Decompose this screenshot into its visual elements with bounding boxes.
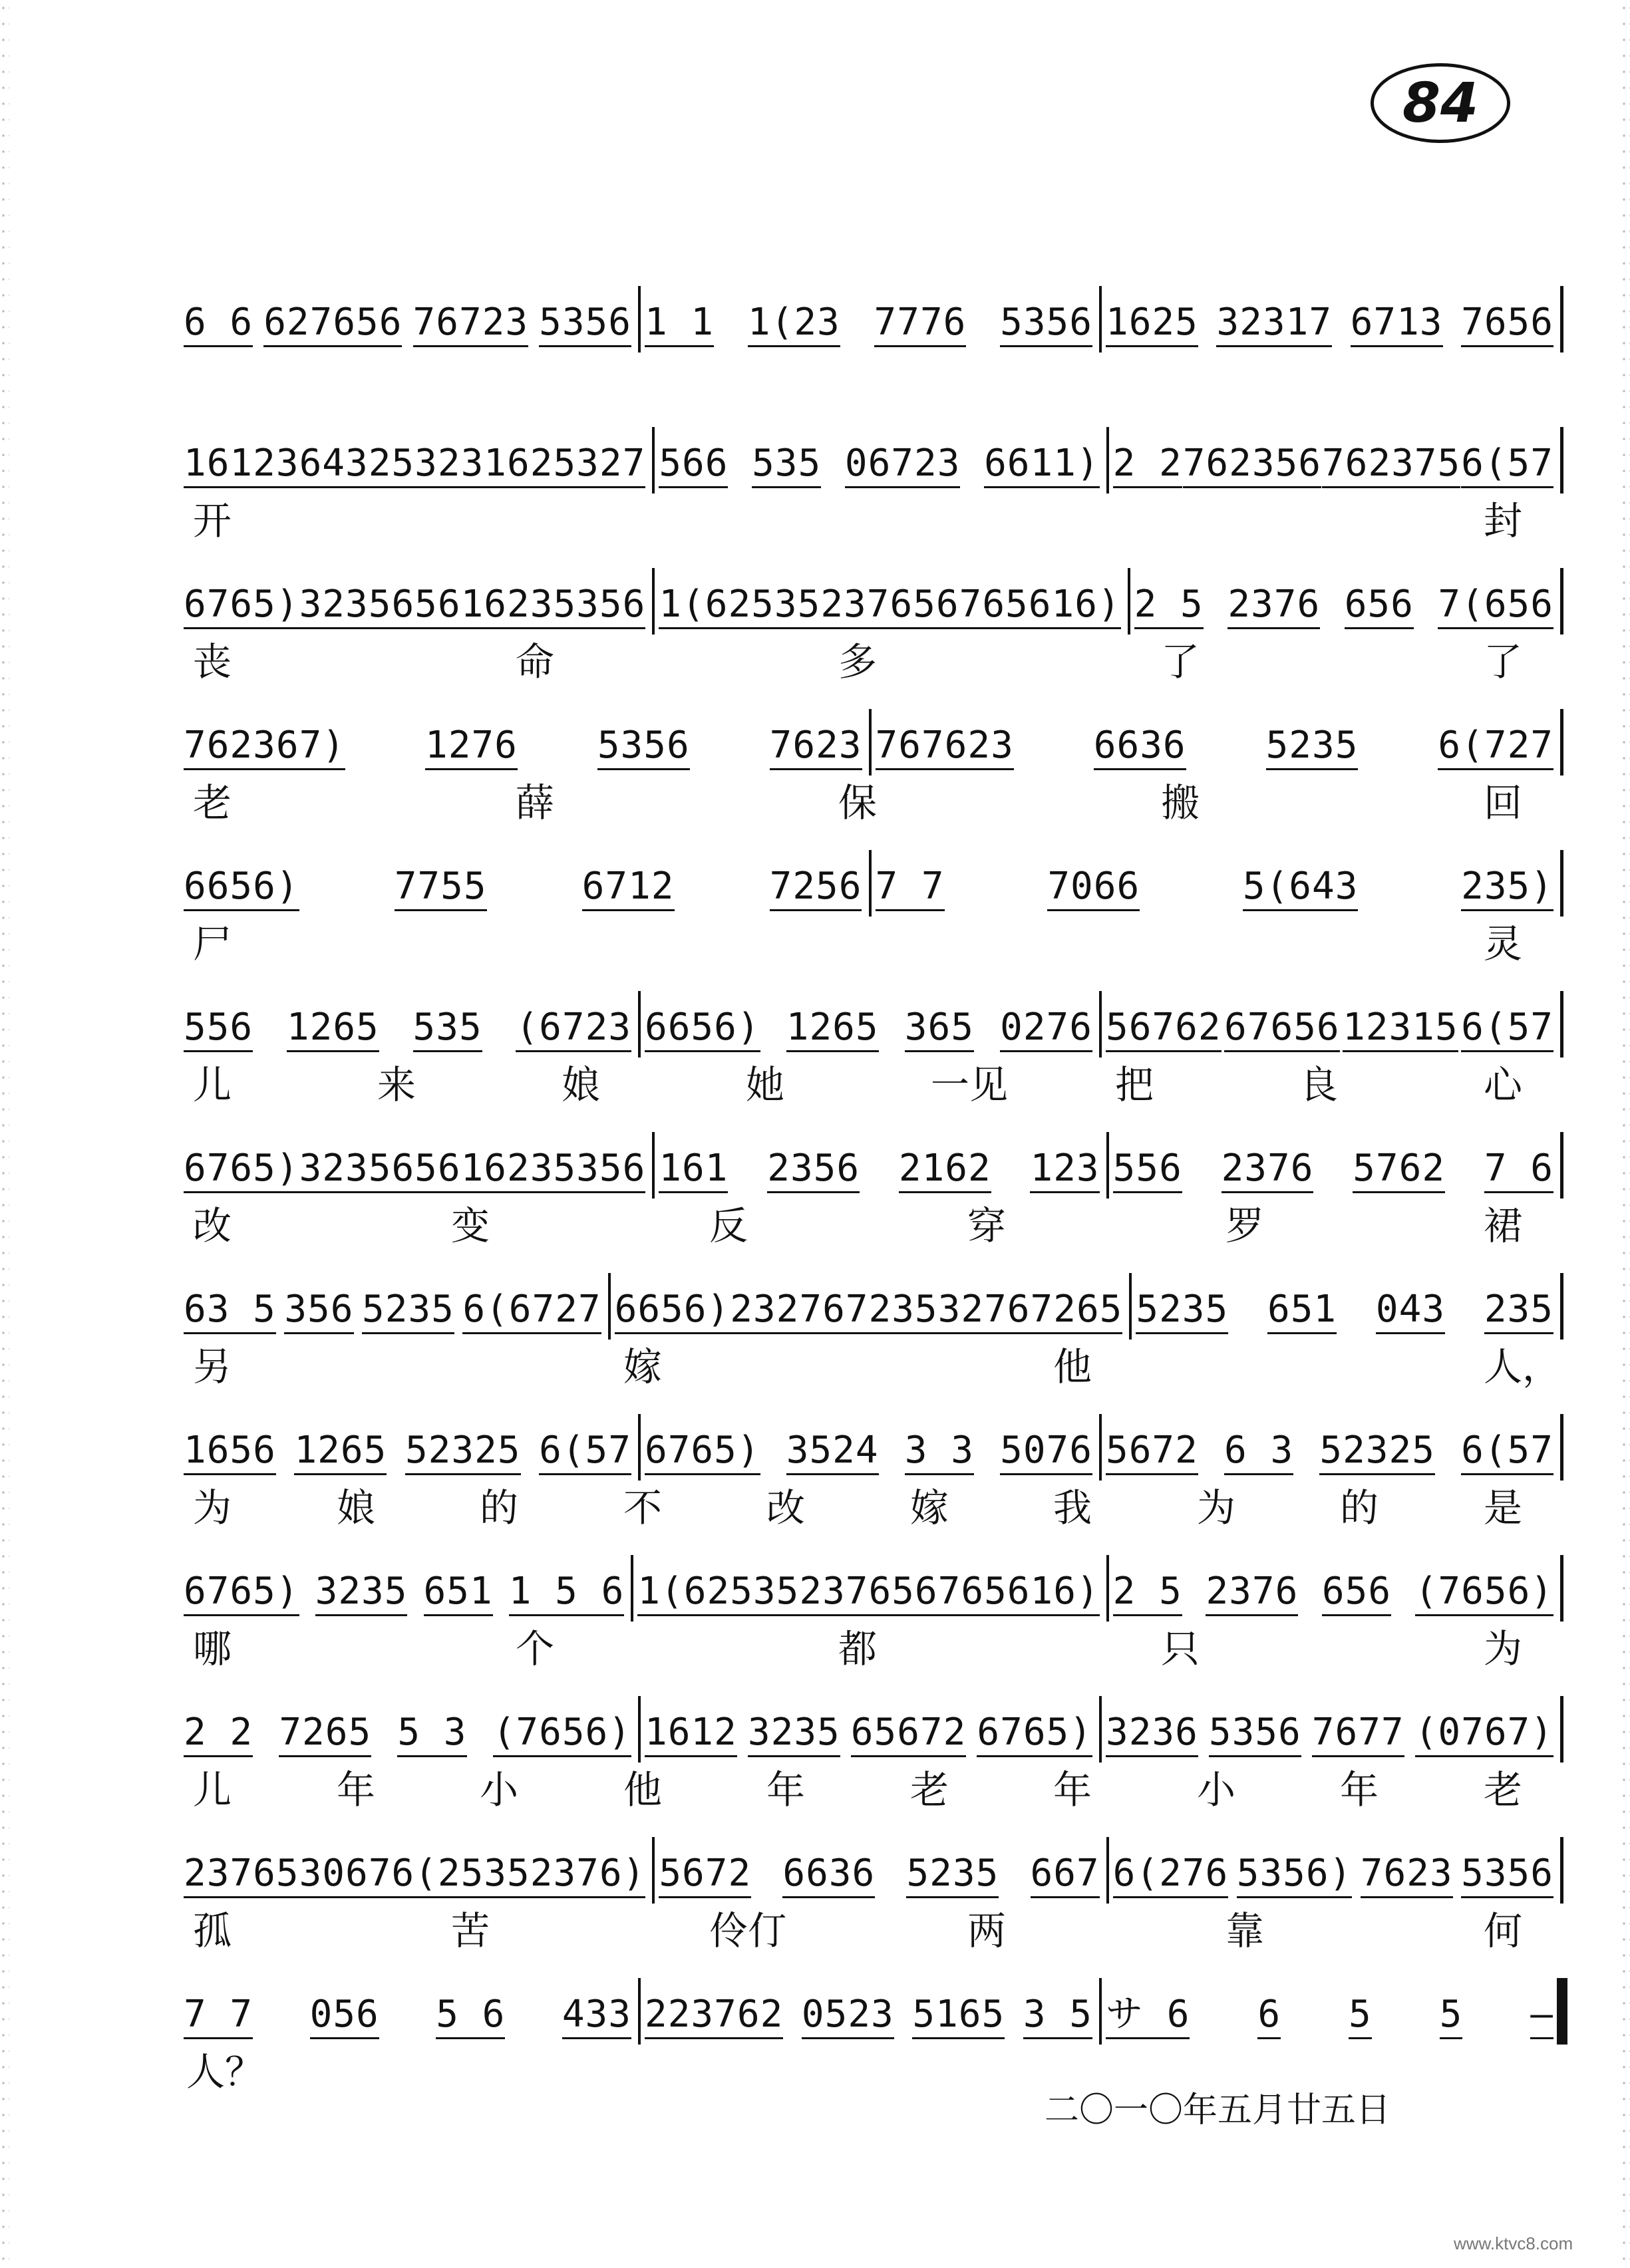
note-group: 5356 <box>1000 304 1092 347</box>
measure <box>611 1273 1132 1340</box>
lyric-char: 良 <box>1299 1062 1339 1107</box>
note-group: 1 1 <box>645 304 714 347</box>
lyric-char: 了 <box>1161 639 1200 684</box>
note-group: 5356 <box>1461 1855 1553 1898</box>
measure <box>641 1696 1102 1763</box>
measure <box>1102 1414 1563 1481</box>
note-group: 3 3 <box>905 1432 974 1475</box>
note-group: 2 5 <box>1134 586 1204 629</box>
notes-row <box>180 1978 1563 2045</box>
note-group: 1(23 <box>748 304 840 347</box>
note-group: (6723 <box>516 1009 631 1052</box>
note-group: 7 7 <box>184 1996 253 2039</box>
lyric-char: 伶仃 <box>709 1908 787 1953</box>
measure <box>641 1414 1102 1481</box>
note-group: 5235 <box>1266 727 1359 770</box>
note-group: 1656 <box>184 1432 276 1475</box>
note-group: 6656) <box>184 868 299 911</box>
measure <box>655 427 1108 494</box>
note-group: 6(57 <box>1461 1432 1553 1475</box>
note-group: 52325 <box>405 1432 521 1475</box>
lyric-char: 儿 <box>193 1062 232 1107</box>
note-group: 365 <box>905 1009 974 1052</box>
score-system <box>180 991 1563 1124</box>
note-group: 656 <box>1345 586 1414 629</box>
note-group: 762356 <box>1183 445 1321 488</box>
note-group: 767623 <box>876 727 1014 770</box>
note-group: 7755 <box>395 868 487 911</box>
measure <box>1102 1696 1563 1763</box>
lyrics-row <box>180 1626 1563 1683</box>
lyric-char: 年 <box>1053 1767 1092 1812</box>
note-group: 6561623 <box>391 586 553 629</box>
score-system <box>180 709 1563 842</box>
note-group: 0523 <box>802 1996 894 2039</box>
lyric-char: 年 <box>337 1767 376 1812</box>
lyric-char: 为 <box>193 1485 232 1530</box>
lyrics-row <box>180 921 1563 978</box>
note-group: 6636 <box>782 1855 875 1898</box>
lyric-char: 娘 <box>562 1062 601 1107</box>
lyric-char: 穿 <box>967 1203 1007 1248</box>
lyric-char: 了 <box>1484 639 1523 684</box>
measure <box>180 427 655 494</box>
lyric-char: 反 <box>709 1203 748 1248</box>
lyric-char: 老 <box>910 1767 949 1812</box>
lyric-char: 心 <box>1484 1062 1523 1107</box>
note-group: 6656) <box>615 1291 731 1334</box>
lyric-char: 开 <box>193 498 232 543</box>
note-group: 6713 <box>1351 304 1443 347</box>
note-group: 6765) <box>184 586 299 629</box>
lyric-char: 年 <box>766 1767 806 1812</box>
note-group: 3532 <box>892 1291 984 1334</box>
measure <box>1109 427 1563 494</box>
note-group: 1265 <box>294 1432 387 1475</box>
measure <box>633 1555 1108 1622</box>
right-dotted-margin <box>1621 0 1630 2268</box>
lyric-char: 我 <box>1053 1485 1092 1530</box>
measure <box>180 286 641 353</box>
note-group: 63 5 <box>184 1291 276 1334</box>
note-group: 5356 <box>553 1150 645 1193</box>
note-group: 5356 <box>1209 1714 1301 1757</box>
note-group: 7677 <box>1312 1714 1404 1757</box>
lyric-char: 何 <box>1484 1908 1523 1953</box>
notes-row <box>180 1837 1563 1904</box>
note-group: 76(25 <box>369 1855 484 1898</box>
note-group: 3235 <box>315 1573 408 1616</box>
note-group: 5 <box>1440 1996 1463 2039</box>
lyric-char: 都 <box>838 1626 878 1671</box>
measure <box>180 1414 641 1481</box>
note-group: 6(727 <box>1438 727 1553 770</box>
measure <box>872 850 1564 917</box>
note-group: 056 <box>310 1996 379 2039</box>
note-group: 651 <box>1267 1291 1337 1334</box>
lyric-char: 为 <box>1484 1626 1523 1671</box>
note-group: 3 5 <box>1023 1996 1092 2039</box>
score-system <box>180 286 1563 419</box>
note-group: 223762 <box>645 1996 783 2039</box>
lyric-char: 孤 <box>193 1908 232 1953</box>
note-group: 5 3 <box>397 1714 466 1757</box>
note-group: 3643 <box>276 445 369 488</box>
note-group: 5356 <box>597 727 690 770</box>
lyric-char: 裙 <box>1484 1203 1523 1248</box>
note-group: 651 <box>424 1573 493 1616</box>
lyrics-row <box>180 498 1563 555</box>
note-group: 2 2 <box>1113 445 1182 488</box>
lyrics-row <box>180 1203 1563 1260</box>
lyric-char: 儿 <box>193 1767 232 1812</box>
note-group: 25323 <box>369 445 484 488</box>
note-group: 161 <box>659 1150 728 1193</box>
notes-row <box>180 1273 1563 1340</box>
note-group: 535 <box>413 1009 482 1052</box>
note-group: 7066 <box>1047 868 1140 911</box>
lyric-char: 人？ <box>186 2049 264 2094</box>
lyric-char: 嫁 <box>910 1485 949 1530</box>
left-dotted-margin <box>0 0 9 2268</box>
lyrics-row <box>180 639 1563 696</box>
note-group: 433 <box>562 1996 631 2039</box>
note-group: 56762 <box>1106 1009 1222 1052</box>
note-group: 5672 <box>659 1855 751 1898</box>
note-group: 7623 <box>1361 1855 1453 1898</box>
score-system <box>180 1696 1563 1829</box>
lyric-char: 一见 <box>931 1062 1009 1107</box>
lyric-char: 她 <box>746 1062 785 1107</box>
note-group: 5356 <box>553 586 645 629</box>
note-group: 3235 <box>299 1150 392 1193</box>
note-group: 3524 <box>786 1432 879 1475</box>
note-group: 1(625 <box>637 1573 753 1616</box>
note-group: 1(625 <box>659 586 774 629</box>
lyric-char: 他 <box>1053 1344 1092 1389</box>
note-group: 6765) <box>645 1432 760 1475</box>
note-group: 6561623 <box>391 1150 553 1193</box>
note-group: 3235 <box>748 1714 840 1757</box>
lyric-char: 个 <box>516 1626 555 1671</box>
score-system <box>180 850 1563 983</box>
note-group: 535 <box>752 445 821 488</box>
lyrics-row <box>180 360 1563 414</box>
note-group: 7623 <box>770 727 862 770</box>
notes-row <box>180 850 1563 917</box>
measure <box>180 991 641 1058</box>
lyric-char: 不 <box>623 1485 663 1530</box>
note-group: 1612 <box>645 1714 737 1757</box>
note-group: 235 <box>1484 1291 1553 1334</box>
measure <box>641 1978 1102 2045</box>
note-group: 6765) <box>977 1714 1092 1757</box>
measure <box>1102 991 1563 1058</box>
notes-row <box>180 1555 1563 1622</box>
note-group: 5(643 <box>1243 868 1359 911</box>
notes-row <box>180 568 1563 635</box>
note-group: 7265 <box>279 1714 371 1757</box>
lyric-char: 老 <box>193 780 232 825</box>
note-group: 5 <box>1349 1996 1372 2039</box>
note-group: 2356 <box>767 1150 860 1193</box>
note-group: 65672 <box>851 1714 967 1757</box>
final-barline <box>1557 1978 1567 2045</box>
note-group: (7656) <box>1415 1573 1553 1616</box>
note-group: 5676 <box>913 586 1005 629</box>
measure <box>180 568 655 635</box>
note-group: 043 <box>1376 1291 1445 1334</box>
note-group: 2162 <box>899 1150 991 1193</box>
lyric-char: 的 <box>480 1485 519 1530</box>
note-group: 7776 <box>874 304 967 347</box>
lyric-char: 多 <box>838 639 878 684</box>
lyric-char: 命 <box>516 639 555 684</box>
note-group: (7656) <box>493 1714 631 1757</box>
lyrics-row <box>180 1908 1563 1965</box>
note-group: 12315 <box>1343 1009 1458 1052</box>
lyric-char: 改 <box>766 1485 806 1530</box>
lyric-char: 改 <box>193 1203 232 1248</box>
note-group: 2 2 <box>184 1714 253 1757</box>
lyric-char: 尸 <box>193 921 232 966</box>
note-group: 67656 <box>1224 1009 1340 1052</box>
note-group: 5616) <box>984 1573 1100 1616</box>
note-group: (0767) <box>1415 1714 1553 1757</box>
score-system <box>180 1555 1563 1688</box>
note-group: 52325 <box>1319 1432 1435 1475</box>
notes-row <box>180 1414 1563 1481</box>
measure <box>180 850 872 917</box>
note-group: 32317 <box>1216 304 1332 347</box>
note-group: 6 3 <box>1224 1432 1293 1475</box>
measure <box>655 1837 1108 1904</box>
lyric-char: 是 <box>1484 1485 1523 1530</box>
note-group: 5356 <box>539 304 631 347</box>
note-group: 6(57 <box>1461 1009 1553 1052</box>
note-group: 6(276 <box>1113 1855 1229 1898</box>
page-number-badge <box>1371 63 1510 143</box>
note-group: 762367) <box>184 727 345 770</box>
lyric-char: 老 <box>1484 1767 1523 1812</box>
measure <box>180 1696 641 1763</box>
lyric-char: 变 <box>451 1203 490 1248</box>
lyric-char: 保 <box>838 780 878 825</box>
note-group: 5235 <box>906 1855 999 1898</box>
note-group: 0276 <box>1000 1009 1092 1052</box>
notes-row <box>180 991 1563 1058</box>
measure <box>1109 1837 1563 1904</box>
lyrics-row <box>180 1062 1563 1119</box>
lyric-char: 的 <box>1340 1485 1379 1530</box>
lyric-char: 搬 <box>1161 780 1200 825</box>
note-group: 7(656 <box>1438 586 1553 629</box>
measure <box>1102 286 1563 353</box>
lyric-char: 小 <box>1197 1767 1236 1812</box>
lyric-char: 把 <box>1115 1062 1154 1107</box>
note-group: 1625327 <box>484 445 645 488</box>
measure <box>1132 1273 1563 1340</box>
note-group: 6656) <box>645 1009 760 1052</box>
note-group: 6765) <box>184 1573 299 1616</box>
score-system <box>180 1132 1563 1265</box>
lyric-char: 他 <box>623 1767 663 1812</box>
lyric-char: 靠 <box>1225 1908 1265 1953</box>
note-group: 7256 <box>770 868 862 911</box>
note-group: 767265 <box>984 1291 1122 1334</box>
measure <box>1109 1555 1563 1622</box>
lyric-char: 人， <box>1484 1344 1561 1389</box>
note-group: 667 <box>1031 1855 1100 1898</box>
notes-row <box>180 709 1563 776</box>
lyric-char: 灵 <box>1484 921 1523 966</box>
measure <box>641 286 1102 353</box>
lyric-char: 封 <box>1484 498 1523 543</box>
note-group: 1625 <box>1106 304 1198 347</box>
note-group: 556 <box>1113 1150 1182 1193</box>
note-group: 6(57 <box>1461 445 1553 488</box>
measure <box>655 568 1130 635</box>
note-group: 76723 <box>413 304 529 347</box>
note-group: 7 6 <box>1484 1150 1553 1193</box>
note-group: 1612 <box>184 445 276 488</box>
measure <box>641 991 1102 1058</box>
note-group: 356 <box>284 1291 353 1334</box>
lyric-char: 年 <box>1340 1767 1379 1812</box>
score-system <box>180 568 1563 701</box>
measure <box>180 1837 655 1904</box>
note-group: 2376 <box>1222 1150 1314 1193</box>
note-group: 6 <box>1257 1996 1281 2039</box>
lyric-char: 小 <box>480 1767 519 1812</box>
note-group: 1265 <box>287 1009 379 1052</box>
note-group: 352376 <box>753 1573 892 1616</box>
note-group: 5076 <box>1000 1432 1092 1475</box>
lyric-char: 薛 <box>516 780 555 825</box>
lyrics-row <box>180 1767 1563 1824</box>
note-group: 556 <box>184 1009 253 1052</box>
measure <box>180 1555 633 1622</box>
note-group: 2376 <box>184 1855 276 1898</box>
lyric-char: 两 <box>967 1908 1007 1953</box>
measure <box>180 1273 611 1340</box>
note-group: 6(6727 <box>462 1291 601 1334</box>
measure <box>180 1132 655 1199</box>
lyric-char: 回 <box>1484 780 1523 825</box>
measure <box>180 709 872 776</box>
note-group: 5306 <box>276 1855 369 1898</box>
note-group: 6712 <box>582 868 675 911</box>
lyric-char: 娘 <box>337 1485 376 1530</box>
score-system <box>180 427 1563 560</box>
watermark: www.ktvc8.com <box>1454 2233 1573 2253</box>
notes-row <box>180 427 1563 494</box>
note-group: 6765) <box>184 1150 299 1193</box>
note-group: 6 6 <box>184 304 253 347</box>
measure <box>1102 1978 1563 2045</box>
page-number: 84 <box>1402 71 1479 135</box>
note-group: 6611) <box>984 445 1100 488</box>
note-group: 06723 <box>845 445 961 488</box>
note-group: 1265 <box>786 1009 879 1052</box>
notes-row <box>180 286 1563 353</box>
note-group: — <box>1530 1996 1553 2039</box>
note-group: 5676 <box>892 1573 984 1616</box>
note-group: 3235 <box>299 586 392 629</box>
note-group: 656 <box>1322 1573 1391 1616</box>
note-group: 1 5 6 <box>509 1573 625 1616</box>
lyric-char: 嫁 <box>623 1344 663 1389</box>
note-group: 5356) <box>1237 1855 1353 1898</box>
lyric-char: 丧 <box>193 639 232 684</box>
note-group: 2327672 <box>730 1291 892 1334</box>
note-group: 6636 <box>1094 727 1186 770</box>
note-group: 2 5 <box>1113 1573 1182 1616</box>
measure <box>872 709 1564 776</box>
note-group: 235) <box>1461 868 1553 911</box>
lyric-char: 只 <box>1161 1626 1200 1671</box>
note-group: 5165 <box>912 1996 1005 2039</box>
note-group: 5762 <box>1353 1150 1445 1193</box>
lyrics-row <box>180 1485 1563 1542</box>
note-group: 1276 <box>425 727 518 770</box>
note-group: 5 6 <box>436 1996 505 2039</box>
score-system <box>180 1273 1563 1406</box>
note-group: 566 <box>659 445 728 488</box>
lyric-char: 来 <box>377 1062 416 1107</box>
note-group: 5616) <box>1005 586 1121 629</box>
measure <box>180 1978 641 2045</box>
note-group: 5235 <box>1136 1291 1228 1334</box>
note-group: 2376 <box>1206 1573 1298 1616</box>
lyric-char: 哪 <box>193 1626 232 1671</box>
score-system <box>180 1837 1563 1970</box>
note-group: 3236 <box>1106 1714 1198 1757</box>
note-group: サ 6 <box>1106 1996 1190 2039</box>
measure <box>1109 1132 1563 1199</box>
note-group: 352376) <box>484 1855 645 1898</box>
lyrics-row <box>180 1344 1563 1401</box>
lyric-char: 为 <box>1197 1485 1236 1530</box>
score-system <box>180 1414 1563 1547</box>
notes-row <box>180 1696 1563 1763</box>
lyric-char: 另 <box>193 1344 232 1389</box>
note-group: 5672 <box>1106 1432 1198 1475</box>
note-group: 352376 <box>774 586 913 629</box>
note-group: 627656 <box>263 304 402 347</box>
lyric-char: 苦 <box>451 1908 490 1953</box>
note-group: 6(57 <box>539 1432 631 1475</box>
note-group: 762375 <box>1322 445 1460 488</box>
measure <box>1130 568 1563 635</box>
lyrics-row <box>180 780 1563 837</box>
note-group: 7656 <box>1461 304 1553 347</box>
note-group: 123 <box>1030 1150 1099 1193</box>
measure <box>655 1132 1108 1199</box>
note-group: 2376 <box>1227 586 1320 629</box>
notes-row <box>180 1132 1563 1199</box>
lyric-char: 罗 <box>1225 1203 1265 1248</box>
date-inscription: 二〇一〇年五月廿五日 <box>1045 2090 1391 2130</box>
note-group: 5235 <box>362 1291 454 1334</box>
note-group: 7 7 <box>876 868 945 911</box>
